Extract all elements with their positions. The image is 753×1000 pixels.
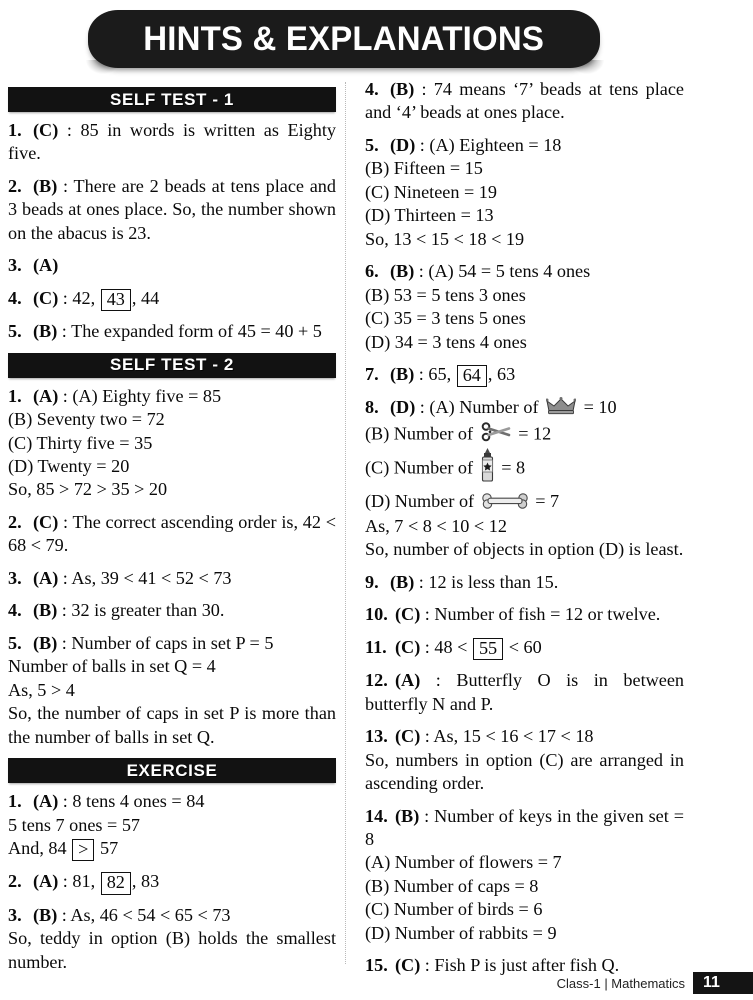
crown-icon: [546, 397, 576, 421]
explanation-subline: So, 13 < 15 < 18 < 19: [365, 228, 525, 249]
item-text: 85 in words is written as Eighty five.: [8, 120, 336, 164]
item-number: 5.: [8, 321, 22, 342]
explanation-subline: So, the number of caps in set P is more than the number of balls in set Q.: [8, 703, 336, 747]
item-text: 32 is greater than 30.: [71, 600, 225, 621]
explanation-item: 5. (B) : The expanded form of 45 = 40 + 5: [8, 320, 336, 343]
item-number: 2.: [8, 871, 22, 892]
explanation-item: 4. (C) : 42, 43 , 44: [8, 287, 336, 311]
explanation-item: 6. (B) : (A) 54 = 5 tens 4 ones (B) 53 = 5 tens 3 ones (C) 35 = 3 tens 5 ones (D) 34 = 3 tens 4 ones: [365, 260, 684, 354]
item-text: As, 39 < 41 < 52 < 73: [71, 567, 232, 588]
explanation-subline: (B) Number of caps = 8: [365, 875, 539, 896]
explanation-item: 5. (B) : Number of caps in set P = 5 Number of balls in set Q = 4 As, 5 > 4 So, the number of caps in set P is more than the number of balls in set Q.: [8, 632, 336, 749]
item-number: 1.: [8, 385, 22, 406]
explanation-item: 2. (B) : There are 2 beads at tens place and 3 beads at ones place. So, the number shown on the abacus is 23.: [8, 175, 336, 243]
explanation-subline: So, 85 > 72 > 35 > 20: [8, 479, 168, 500]
explanation-item: 4. (B) : 74 means ‘7’ beads at tens place and ‘4’ beads at ones place.: [365, 79, 684, 123]
item-number: 5.: [8, 632, 22, 653]
answer-option: (C): [395, 726, 421, 747]
icon-line-after: = 7: [530, 491, 560, 512]
item-number: 11.: [365, 636, 387, 657]
explanation-subline: [365, 490, 684, 515]
icon-line-after: = 10: [579, 397, 617, 418]
item-text-before: 42,: [72, 287, 100, 308]
page-footer: [0, 968, 753, 1000]
section-header-label: SELF TEST - 1: [110, 89, 234, 109]
item-text-before: 81,: [72, 871, 100, 892]
icon-line-before: (C) Number of: [365, 457, 478, 478]
boxline-after: 57: [95, 838, 119, 859]
answer-option: (A): [395, 670, 421, 691]
explanation-subline: [365, 422, 684, 448]
answer-option: (A): [33, 871, 59, 892]
item-text-after: , 44: [131, 287, 160, 308]
explanation-item: 3. (B) : As, 46 < 54 < 65 < 73 So, teddy in option (B) holds the smallest number.: [8, 904, 336, 974]
answer-option: (B): [33, 632, 58, 653]
explanation-subline: So, teddy in option (B) holds the smallest number.: [8, 928, 336, 972]
answer-option: (B): [390, 364, 415, 385]
item-text-after: , 83: [131, 871, 160, 892]
explanation-item: 1. (A) : 8 tens 4 ones = 84 5 tens 7 ones = 57 And, 84 > 57: [8, 790, 336, 861]
explanation-subline: (D) Thirteen = 13: [365, 205, 494, 226]
answer-option: (B): [390, 261, 415, 282]
item-number: 13.: [365, 726, 388, 747]
right-column: [347, 78, 684, 976]
explanation-item: 2. (A) : 81, 82 , 83: [8, 870, 336, 894]
explanation-item: 8. (D) : (A) Number of = 10 (B) Number of = 12 (C) Number of = 8 (D) Number of = 7 As, 7 < 8 < 10 < 12 So, number of objects in option (D) is least.: [365, 396, 684, 562]
answer-option: (A): [33, 255, 59, 276]
answer-option: (B): [390, 571, 415, 592]
item-text: 8 tens 4 ones = 84: [72, 791, 205, 812]
section-header-label: EXERCISE: [126, 760, 218, 780]
explanation-subline: (D) Number of rabbits = 9: [365, 922, 557, 943]
explanation-subline: (C) 35 = 3 tens 5 ones: [365, 308, 526, 329]
icon-line-before: (B) Number of: [365, 422, 478, 443]
item-text: There are 2 beads at tens place and 3 beads at ones place. So, the number shown on the abacus is 23.: [8, 175, 336, 243]
answer-option: (C): [33, 287, 59, 308]
explanation-item: 2. (C) : The correct ascending order is, 42 < 68 < 79.: [8, 511, 336, 556]
answer-option: (B): [33, 175, 58, 196]
answer-option: (B): [395, 805, 420, 826]
explanation-subline: (C) Thirty five = 35: [8, 432, 153, 453]
explanation-subline: So, number of objects in option (D) is least.: [365, 539, 684, 560]
item-number: 6.: [365, 261, 379, 282]
page-header: [0, 0, 753, 78]
explanation-item: 13. (C) : As, 15 < 16 < 17 < 18 So, numbers in option (C) are arranged in ascending order.: [365, 725, 684, 795]
item-number: 15.: [365, 955, 388, 976]
item-text: 12 is less than 15.: [428, 571, 559, 592]
item-number: 3.: [8, 255, 22, 276]
item-number: 1.: [8, 791, 22, 812]
item-number: 5.: [365, 134, 379, 155]
answer-option: (B): [33, 600, 58, 621]
item-text: As, 46 < 54 < 65 < 73: [70, 904, 231, 925]
section-header-bar: [8, 87, 336, 112]
answer-option: (C): [33, 511, 59, 532]
item-number: 1.: [8, 120, 22, 140]
explanation-item: 3. (A) : As, 39 < 41 < 52 < 73: [8, 567, 336, 590]
explanation-subline: As, 5 > 4: [8, 679, 75, 700]
explanation-subline: (D) Twenty = 20: [8, 455, 130, 476]
item-text: (A) Eighty five = 85: [72, 385, 222, 406]
banner-title: HINTS & EXPLANATIONS: [143, 19, 545, 58]
item-number: 4.: [8, 600, 22, 621]
footer-class-subject: Class-1 | Mathematics: [556, 975, 685, 991]
item-text-before: 65,: [428, 364, 456, 385]
explanation-subline-boxed: [8, 837, 336, 861]
icon-line-before: (A) Number of: [429, 397, 544, 418]
explanation-item: 14. (B) : Number of keys in the given set = 8 (A) Number of flowers = 7 (B) Number of caps = 8 (C) Number of birds = 6 (D) Number of rabbits = 9: [365, 805, 684, 946]
explanation-subline: (C) Number of birds = 6: [365, 899, 543, 920]
answer-option: (C): [395, 955, 421, 976]
explanation-subline: 5 tens 7 ones = 57: [8, 814, 141, 835]
left-column: [8, 78, 345, 972]
icon-line-after: = 12: [513, 422, 552, 443]
content-columns: [0, 78, 753, 976]
scissors-icon: [481, 422, 511, 448]
answer-option: (A): [33, 791, 59, 812]
explanation-subline: (B) Seventy two = 72: [8, 409, 165, 430]
item-text-before: 48 <: [434, 636, 472, 657]
item-number: 7.: [365, 364, 379, 385]
item-text: The correct ascending order is, 42 < 68 < 79.: [8, 511, 336, 556]
item-text: Number of fish = 12 or twelve.: [434, 604, 661, 625]
crayon-icon: [481, 448, 494, 490]
explanation-subline: (C) Nineteen = 19: [365, 181, 497, 202]
item-text-after: < 60: [504, 636, 542, 657]
item-text: Butterfly O is in between butterfly N and P.: [365, 670, 684, 714]
item-number: 9.: [365, 571, 379, 592]
explanation-item: 4. (B) : 32 is greater than 30.: [8, 599, 336, 622]
item-text: As, 15 < 16 < 17 < 18: [433, 726, 594, 747]
hints-explanations-banner: [88, 10, 600, 68]
item-number: 4.: [8, 287, 22, 308]
explanation-item: 15. (C) : Fish P is just after fish Q.: [365, 954, 684, 977]
explanation-subline: (B) Fifteen = 15: [365, 158, 483, 179]
explanation-subline: Number of balls in set Q = 4: [8, 656, 216, 677]
boxed-value: 64: [457, 365, 487, 387]
explanation-item: 9. (B) : 12 is less than 15.: [365, 571, 684, 594]
item-text: 74 means ‘7’ beads at tens place and ‘4’ beads at ones place.: [365, 79, 684, 123]
explanation-subline: As, 7 < 8 < 10 < 12: [365, 516, 507, 536]
answer-option: (D): [390, 134, 416, 155]
item-number: 3.: [8, 904, 22, 925]
boxed-value: 82: [101, 872, 131, 894]
item-number: 4.: [365, 79, 379, 99]
section-header-bar: [8, 758, 336, 783]
item-number: 2.: [8, 511, 22, 532]
explanation-item: 7. (B) : 65, 64 , 63: [365, 363, 684, 387]
answer-option: (A): [33, 385, 59, 406]
explanation-item: 1. (A) : (A) Eighty five = 85 (B) Seventy two = 72 (C) Thirty five = 35 (D) Twenty = 20 So, 85 > 72 > 35 > 20: [8, 385, 336, 502]
explanation-subline: (B) 53 = 5 tens 3 ones: [365, 284, 526, 305]
explanation-subline: (A) Number of flowers = 7: [365, 852, 562, 873]
icon-line-after: = 8: [496, 457, 526, 478]
footer-page-number: 11: [693, 972, 753, 994]
explanation-item: [8, 254, 336, 277]
explanation-item: 1. (C) : 85 in words is written as Eighty five.: [8, 120, 336, 164]
item-text-after: , 63: [487, 364, 516, 385]
explanation-item: 12. (A) : Butterfly O is in between butterfly N and P.: [365, 670, 684, 714]
answer-option: (D): [390, 397, 416, 418]
boxline-before: And, 84: [8, 838, 72, 859]
item-number: 8.: [365, 397, 379, 418]
item-number: 12.: [365, 670, 388, 691]
answer-option: (C): [395, 636, 421, 657]
item-text: (A) 54 = 5 tens 4 ones: [428, 261, 591, 282]
answer-option: (A): [33, 567, 59, 588]
icon-line-before: (D) Number of: [365, 491, 479, 512]
item-number: 10.: [365, 604, 388, 625]
answer-option: (B): [33, 321, 58, 342]
item-text: Fish P is just after fish Q.: [434, 955, 620, 976]
section-header-bar: [8, 353, 336, 378]
item-text: The expanded form of 45 = 40 + 5: [71, 321, 322, 342]
item-text: Number of caps in set P = 5: [71, 632, 274, 653]
explanation-subline: So, numbers in option (C) are arranged in ascending order.: [365, 749, 684, 794]
bone-icon: [482, 492, 528, 515]
explanation-item: 5. (D) : (A) Eighteen = 18 (B) Fifteen = 15 (C) Nineteen = 19 (D) Thirteen = 13 So, 13 < 15 < 18 < 19: [365, 134, 684, 251]
boxed-value: 55: [473, 638, 503, 660]
item-number: 3.: [8, 567, 22, 588]
boxed-value: >: [72, 839, 94, 861]
item-text: (A) Eighteen = 18: [429, 134, 562, 155]
item-text: Number of keys in the given set = 8: [365, 805, 684, 849]
explanation-item: 11. (C) : 48 < 55 < 60: [365, 636, 684, 660]
answer-option: (C): [33, 120, 59, 140]
answer-option: (B): [33, 904, 58, 925]
explanation-subline: (D) 34 = 3 tens 4 ones: [365, 331, 527, 352]
explanation-subline: [365, 448, 684, 490]
item-number: 2.: [8, 175, 22, 196]
answer-option: (B): [390, 79, 415, 99]
explanation-item: 10. (C) : Number of fish = 12 or twelve.: [365, 603, 684, 626]
item-number: 14.: [365, 805, 388, 826]
boxed-value: 43: [101, 289, 131, 311]
section-header-label: SELF TEST - 2: [110, 355, 234, 375]
answer-option: (C): [395, 604, 421, 625]
